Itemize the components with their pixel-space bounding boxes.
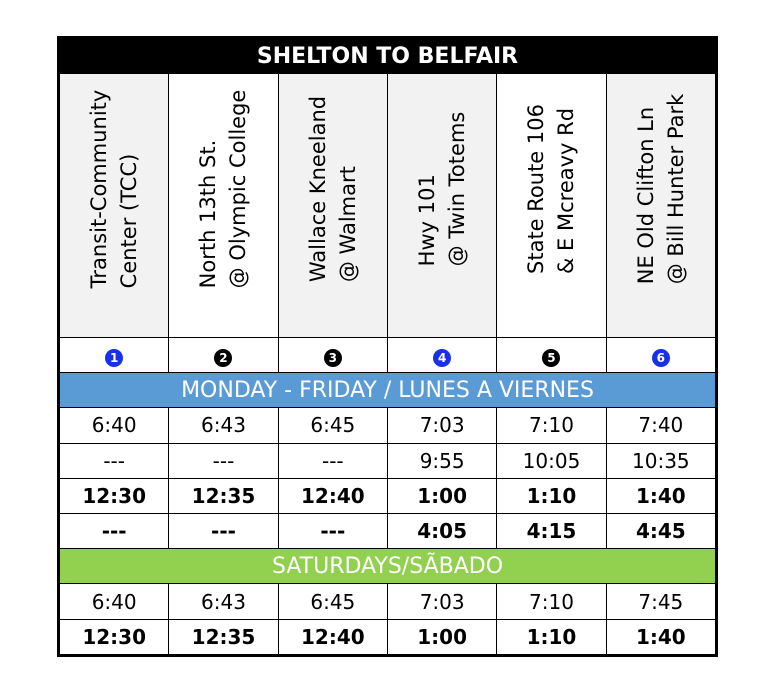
stop-name-line1: NE Old Clifton Ln: [633, 106, 658, 285]
stop-header-3: [278, 74, 387, 338]
stop-name-line2: Center (TCC): [117, 153, 142, 289]
stop-header-4: [387, 74, 496, 338]
stop-name-line2: @ Olympic College: [226, 89, 251, 289]
stop-header-2: [169, 74, 278, 338]
time-cell: 12:40: [278, 478, 387, 513]
time-cell: 4:15: [497, 514, 606, 549]
stop-number-cell: [606, 337, 715, 372]
time-cell: 7:45: [606, 584, 715, 619]
time-cell: 6:45: [278, 408, 387, 443]
time-cell: 12:35: [169, 478, 278, 513]
stop-header-1: [60, 74, 169, 338]
time-cell: ---: [169, 443, 278, 478]
stop-name-line1: State Route 106: [524, 103, 549, 274]
time-cell: 7:10: [497, 584, 606, 619]
stop-number-badge: 6: [652, 349, 670, 367]
table-row: [60, 408, 716, 443]
stop-number-cell: [60, 337, 169, 372]
stop-number-row: [60, 337, 716, 372]
stop-number-cell: [387, 337, 496, 372]
stop-number-cell: [278, 337, 387, 372]
time-cell: 12:40: [278, 619, 387, 654]
time-cell: 6:43: [169, 408, 278, 443]
stop-header-6: [606, 74, 715, 338]
time-cell: 12:30: [60, 619, 169, 654]
time-cell: 4:05: [387, 514, 496, 549]
time-cell: 7:03: [387, 584, 496, 619]
stop-number-badge: 4: [433, 349, 451, 367]
time-cell: 6:43: [169, 584, 278, 619]
stop-name-line1: North 13th St.: [196, 139, 221, 289]
time-cell: 6:45: [278, 584, 387, 619]
stop-name-line1: Hwy 101: [415, 174, 440, 267]
stop-number-badge: 3: [324, 349, 342, 367]
table-row: [60, 478, 716, 513]
saturday-section-label: SATURDAYS/SÃBADO: [60, 549, 716, 584]
stops-header-row: [60, 74, 716, 338]
time-cell: ---: [60, 514, 169, 549]
time-cell: 12:35: [169, 619, 278, 654]
time-cell: 7:40: [606, 408, 715, 443]
time-cell: ---: [278, 514, 387, 549]
time-cell: 1:00: [387, 619, 496, 654]
stop-number-badge: 1: [105, 349, 123, 367]
time-cell: 1:40: [606, 619, 715, 654]
stop-name-line1: Transit-Community: [87, 89, 112, 289]
weekday-section-label: MONDAY - FRIDAY / LUNES A VIERNES: [60, 373, 716, 408]
stop-number-badge: 5: [542, 349, 560, 367]
time-cell: 7:10: [497, 408, 606, 443]
table-title: SHELTON TO BELFAIR: [60, 39, 716, 74]
stop-number-cell: [169, 337, 278, 372]
table-row: [60, 584, 716, 619]
time-cell: ---: [169, 514, 278, 549]
saturday-section-row: [60, 549, 716, 584]
time-cell: 4:45: [606, 514, 715, 549]
time-cell: 1:40: [606, 478, 715, 513]
time-cell: ---: [278, 443, 387, 478]
weekday-section-row: [60, 373, 716, 408]
stop-header-5: [497, 74, 606, 338]
time-cell: 6:40: [60, 408, 169, 443]
stop-number-cell: [497, 337, 606, 372]
stop-name-line1: Wallace Kneeland: [305, 95, 330, 283]
stop-name-line2: @ Bill Hunter Park: [663, 93, 688, 285]
table-row: [60, 619, 716, 654]
stop-name-line2: & E Mcreavy Rd: [554, 107, 579, 274]
time-cell: 6:40: [60, 584, 169, 619]
time-cell: 1:00: [387, 478, 496, 513]
table-row: [60, 443, 716, 478]
schedule-table: [59, 38, 716, 655]
time-cell: ---: [60, 443, 169, 478]
stop-number-badge: 2: [214, 349, 232, 367]
time-cell: 1:10: [497, 478, 606, 513]
time-cell: 9:55: [387, 443, 496, 478]
time-cell: 12:30: [60, 478, 169, 513]
time-cell: 10:05: [497, 443, 606, 478]
schedule-table-container: [57, 36, 718, 657]
stop-name-line2: @ Twin Totems: [445, 111, 470, 267]
time-cell: 10:35: [606, 443, 715, 478]
time-cell: 7:03: [387, 408, 496, 443]
title-row: [60, 39, 716, 74]
table-row: [60, 514, 716, 549]
time-cell: 1:10: [497, 619, 606, 654]
stop-name-line2: @ Walmart: [335, 166, 360, 283]
